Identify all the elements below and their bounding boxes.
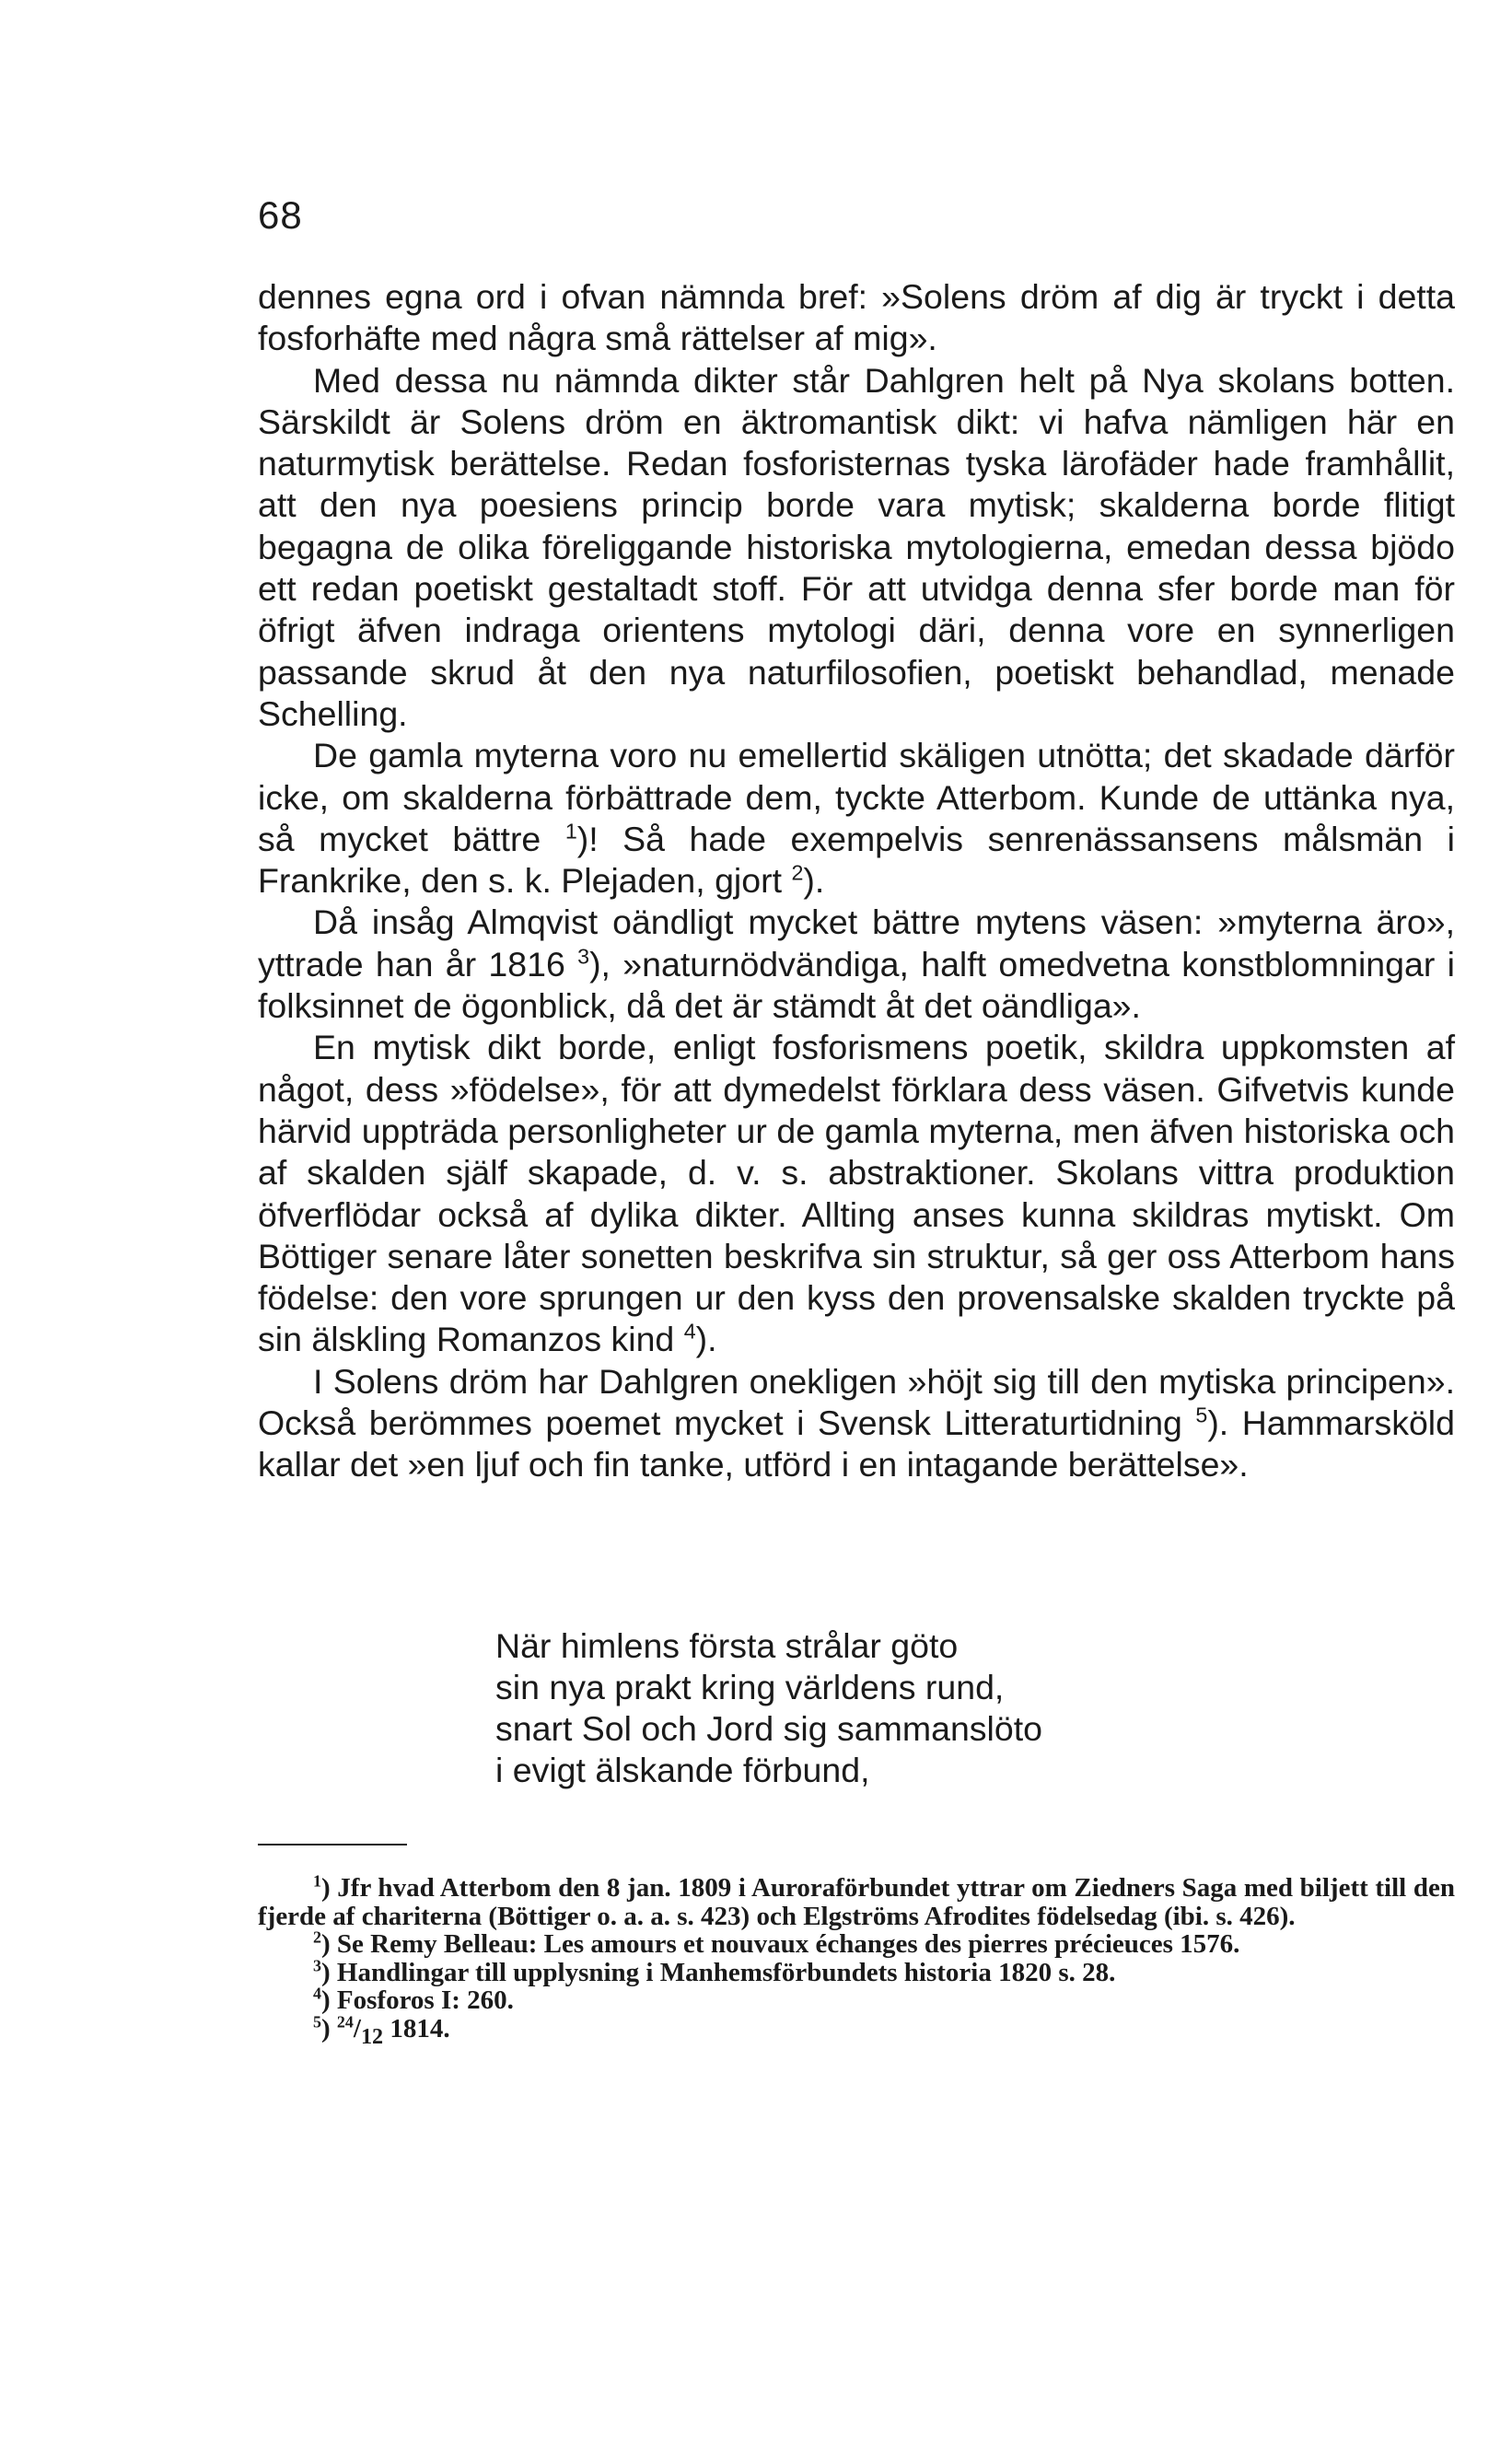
text-run: Fosforos I: 260.	[330, 1985, 514, 2015]
text-run: dennes egna ord i ofvan nämnda bref: »Solens dröm af dig är tryckt i detta fosforhäfte med några små rättelser af mig».	[258, 277, 1455, 358]
footnote	[258, 1955, 1455, 1987]
footnote	[258, 1871, 1455, 1931]
footnote-paren: )	[320, 1929, 331, 1959]
footnote-paren: )	[320, 2013, 331, 2043]
page-number: 68	[258, 193, 303, 237]
footnote-marker: 1	[313, 1871, 321, 1891]
text-run: /	[353, 2013, 361, 2043]
paragraph	[258, 902, 1455, 1027]
body-text	[258, 276, 1455, 1486]
footnotes	[258, 1871, 1455, 2051]
text-run: ).	[695, 1320, 717, 1359]
text-run: 1814.	[383, 2013, 450, 2043]
text-run: Se Remy Belleau: Les amours et nouvaux échanges des pierres précieuces 1576.	[330, 1929, 1240, 1959]
text-run: )! Så hade exempelvis senrenässansens målsmän i Frankrike, den s. k. Plejaden, gjort	[258, 819, 1455, 901]
text-run: Handlingar till upplysning i Manhemsförbundets historia 1820 s. 28.	[330, 1957, 1116, 1987]
footnote-marker: 2	[313, 1927, 321, 1947]
poem-excerpt	[495, 1625, 1042, 1791]
text-run: I Solens dröm har Dahlgren onekligen »höjt sig till den mytiska principen». Också berömmes poemet mycket i Svensk Litteraturtidning	[258, 1361, 1455, 1443]
footnote-paren: )	[320, 1985, 331, 2015]
paragraph	[258, 1361, 1455, 1486]
text-run: En mytisk dikt borde, enligt fosforismens poetik, skildra uppkomsten af något, dess »födelse», för att dymedelst förklara dess väsen. Gifvetvis kunde härvid uppträda personligheter ur de gamla myterna, men äfven historiska och af skalden själf skapade, d. v. s. abstraktioner. Skolans vittra produktion öfverflödar också af dylika dikter. Allting anses kunna skildras mytiskt. Om Böttiger senare låter sonetten beskrifva sin struktur, så ger oss Atterbom hans födelse: den vore sprungen ur den kyss den provensalske skalden tryckte på sin älskling Romanzos kind	[258, 1028, 1455, 1359]
footnote-marker: 3	[313, 1955, 321, 1974]
paragraph	[258, 360, 1455, 736]
text-run: Jfr hvad Atterbom den 8 jan. 1809 i Auroraförbundet yttrar om Ziedners Saga med biljett till den fjerde af chariterna (Böttiger o. a. a. s. 423) och Elgströms Afrodites födelsedag (ibi. s. 426).	[258, 1873, 1455, 1931]
note-reference: 24	[336, 2011, 354, 2031]
footnote	[258, 1986, 1455, 2015]
footnote-paren: )	[320, 1873, 331, 1903]
text-run: ).	[803, 861, 825, 901]
text-run: De gamla myterna voro nu emellertid skäligen utnötta; det skadade därför icke, om skalderna förbättrade dem, tyckte Atterbom. Kunde de uttänka nya, så mycket bättre	[258, 736, 1455, 858]
text-run: ), »naturnödvändiga, halft omedvetna konstblomningar i folksinnet de ögonblick, då det är stämdt åt det oändliga».	[258, 944, 1455, 1026]
paragraph	[258, 276, 1455, 360]
text-run: Då insåg Almqvist oändligt mycket bättre mytens väsen: »myterna äro», yttrade han år 1816	[258, 902, 1455, 984]
footnote-paren: )	[320, 1957, 331, 1987]
footnote	[258, 1927, 1455, 1959]
note-reference: 4	[683, 1319, 696, 1344]
note-reference: 2	[791, 860, 804, 885]
poem-line: snart Sol och Jord sig sammanslöto	[495, 1709, 1043, 1748]
footnote-separator	[258, 1844, 407, 1845]
text-run: ). Hammarsköld kallar det »en ljuf och fin tanke, utförd i en intagande berättelse».	[258, 1403, 1455, 1484]
note-reference: 3	[577, 944, 590, 969]
text-run	[331, 2014, 337, 2043]
paragraph	[258, 1027, 1455, 1360]
footnote-marker: 4	[313, 1984, 321, 2003]
footnote	[258, 2011, 1455, 2051]
poem-line: När himlens första strålar göto	[495, 1626, 959, 1665]
poem-line: sin nya prakt kring världens rund,	[495, 1668, 1005, 1706]
text-subscript: 12	[360, 2023, 384, 2049]
footnote-marker: 5	[313, 2011, 321, 2031]
note-reference: 1	[564, 819, 577, 844]
poem-line: i evigt älskande förbund,	[495, 1751, 870, 1789]
text-run: Med dessa nu nämnda dikter står Dahlgren helt på Nya skolans botten. Särskildt är Solens dröm en äktromantisk dikt: vi hafva nämligen här en naturmytisk berättelse. Redan fosforisternas tyska lärofäder hade framhållit, att den nya poesiens princip borde vara mytisk; skalderna borde flitigt begagna de olika föreliggande historiska mytologierna, emedan dessa bjödo ett redan poetiskt gestaltadt stoff. För att utvidga denna sfer borde man för öfrigt äfven indraga orientens mytologi däri, denna vore en synnerligen passande skrud åt den nya naturfilosofien, poetiskt behandlad, menade Schelling.	[258, 360, 1455, 733]
paragraph	[258, 735, 1455, 902]
note-reference: 5	[1195, 1403, 1208, 1427]
